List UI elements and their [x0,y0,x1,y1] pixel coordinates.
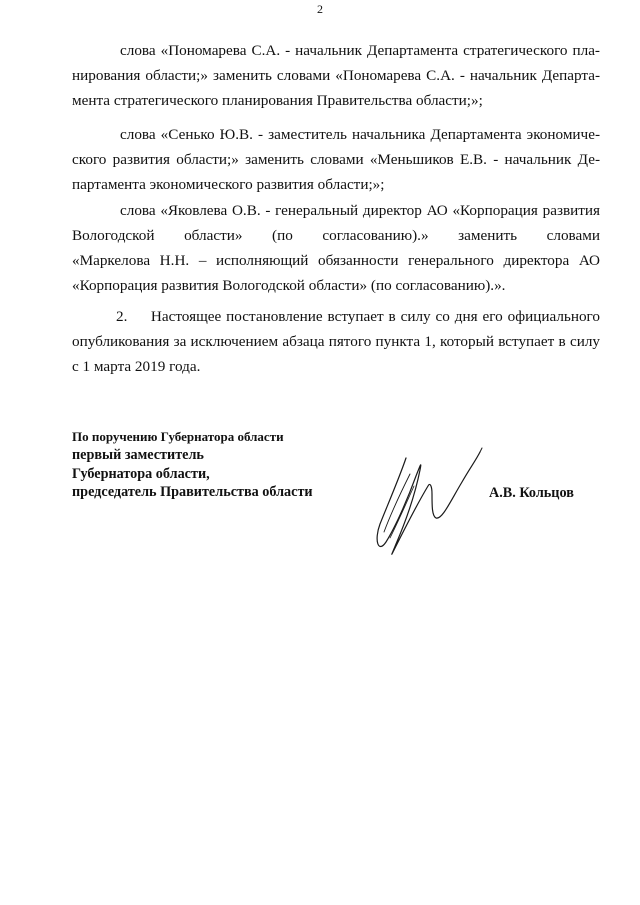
paragraph [72,38,600,113]
text-line: с 1 марта 2019 года. [72,358,201,375]
text-line: нирования области;» заменить словами «Пономарева С.А. - начальник Департа- [72,67,600,84]
text-line [72,304,600,329]
text-line: партамента экономического развития области;»; [72,176,385,193]
handwritten-signature [370,446,490,561]
signature-authority: По поручению Губернатора области [72,429,284,444]
text-line: мента стратегического планирования Правительства области;»; [72,92,483,109]
signer-title-line: первый заместитель [72,447,204,463]
text-line: слова «Яковлева О.В. - генеральный директор АО «Корпорация развития [120,202,600,219]
text-line: «Корпорация развития Вологодской области» (по согласованию).». [72,277,506,294]
text-fragment: Настоящее постановление вступает в силу со дня его официального [150,308,601,325]
text-line: Вологодской области» (по согласованию).» заменить словами [72,227,600,244]
text-line: ского развития области;» заменить словами «Меньшиков Е.В. - начальник Де- [72,151,600,168]
text-line: слова «Сенько Ю.В. - заместитель начальника Департамента экономиче- [120,126,600,143]
numbered-paragraph [72,304,600,379]
text-line: слова «Пономарева С.А. - начальник Департамента стратегического пла- [120,42,600,59]
paragraph [72,198,600,298]
text-line: опубликования за исключением абзаца пятого пункта 1, который вступает в силу [72,333,600,350]
signer-title-line: Губернатора области, [72,465,210,482]
signer-name: А.В. Кольцов [489,485,574,501]
item-number: 2. [116,308,128,325]
paragraph [72,122,600,197]
signature-block [72,428,313,502]
signer-title-line: председатель Правительства области [72,484,313,500]
page-number: 2 [317,2,323,16]
text-line: «Маркелова Н.Н. – исполняющий обязанности генерального директора АО [72,252,600,269]
